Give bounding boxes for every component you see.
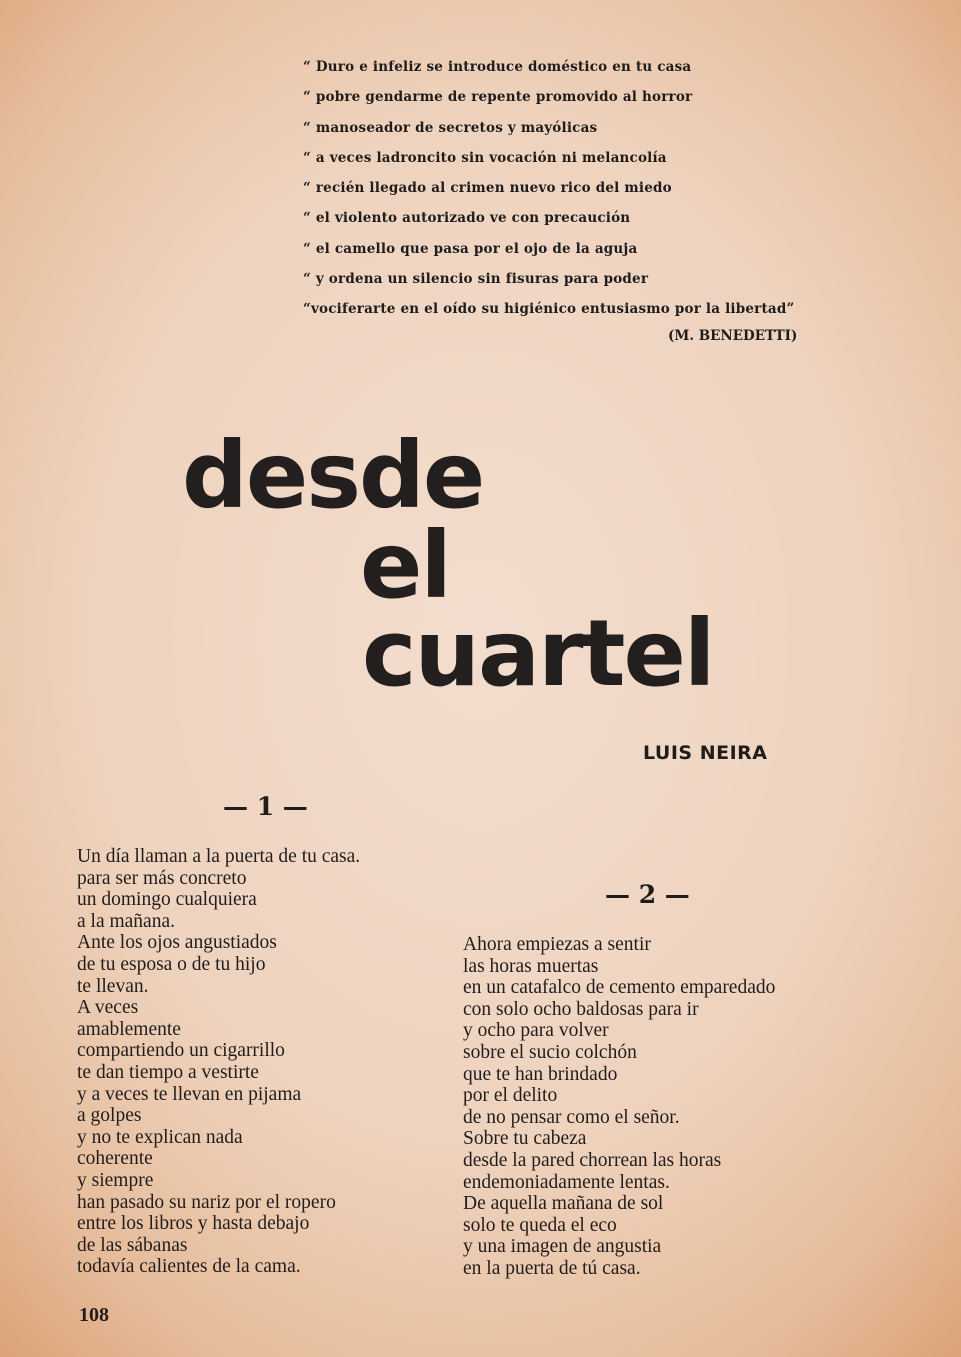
poem-line: amablemente <box>77 1018 181 1040</box>
poem-line: las horas muertas <box>463 955 599 977</box>
poem-line: y a veces te llevan en pijama <box>77 1083 302 1105</box>
poem-line: con solo ocho baldosas para ir <box>463 998 699 1020</box>
epigraph-line: “ recién llegado al crimen nuevo rico del miedo <box>303 180 672 197</box>
poem-line: te llevan. <box>77 975 149 997</box>
poem-line: De aquella mañana de sol <box>463 1193 664 1215</box>
poem-line: de no pensar como el señor. <box>463 1106 680 1128</box>
epigraph-line: “ y ordena un silencio sin fisuras para poder <box>303 271 649 288</box>
epigraph-line: “ a veces ladroncito sin vocación ni melancolía <box>303 149 667 166</box>
epigraph-line: “ Duro e infeliz se introduce doméstico en tu casa <box>303 59 692 75</box>
poem-line: entre los libros y hasta debajo <box>77 1213 310 1235</box>
title-line-1: desde <box>182 422 484 529</box>
poem-line: Sobre tu cabeza <box>463 1128 587 1150</box>
poem-line: endemoniadamente lentas. <box>463 1171 670 1193</box>
section-1-number: — 1 — <box>223 792 308 821</box>
poem-line: Un día llaman a la puerta de tu casa. <box>77 846 361 867</box>
title-line-2: el <box>360 512 450 619</box>
epigraph-line: “ pobre gendarme de repente promovido al horror <box>303 89 693 106</box>
poem-line: y siempre <box>77 1169 154 1191</box>
epigraph-line: “ el camello que pasa por el ojo de la aguja <box>303 240 638 257</box>
poem-line: te dan tiempo a vestirte <box>77 1061 259 1083</box>
poem-line: a golpes <box>77 1105 142 1127</box>
poem-line: sobre el sucio colchón <box>463 1041 637 1063</box>
section-2-number: — 2 — <box>605 880 690 909</box>
poem-line: coherente <box>77 1148 153 1170</box>
epigraph-line: “vociferarte en el oído su higiénico entusiasmo por la libertad” <box>303 301 795 318</box>
poem-line: Ante los ojos angustiados <box>77 932 277 954</box>
poem-line: de tu esposa o de tu hijo <box>77 953 266 975</box>
poem-line: han pasado su nariz por el ropero <box>77 1191 336 1213</box>
poem-line: todavía calientes de la cama. <box>77 1256 301 1278</box>
poem-line: a la mañana. <box>77 910 175 932</box>
poem-line: compartiendo un cigarrillo <box>77 1040 285 1062</box>
poem-line: que te han brindado <box>463 1063 618 1085</box>
page-number: 108 <box>79 1304 109 1326</box>
poem-line: para ser más concreto <box>77 867 247 889</box>
poem-line: en la puerta de tú casa. <box>463 1257 641 1279</box>
poem-line: y no te explican nada <box>77 1126 243 1148</box>
poem-line: desde la pared chorrean las horas <box>463 1149 722 1171</box>
poem-line: por el delito <box>463 1085 558 1107</box>
poem-author: LUIS NEIRA <box>643 742 768 764</box>
poem-line: solo te queda el eco <box>463 1214 617 1236</box>
section-2-poem <box>463 934 775 1280</box>
poem-line: un domingo cualquiera <box>77 889 257 911</box>
poem-line: de las sábanas <box>77 1234 188 1256</box>
epigraph <box>303 55 863 328</box>
section-1-poem <box>77 846 360 1278</box>
poem-line: Ahora empiezas a sentir <box>463 934 651 955</box>
epigraph-author: (M. BENEDETTI) <box>668 328 798 344</box>
poem-line: y una imagen de angustia <box>463 1236 662 1258</box>
title-line-3: cuartel <box>362 600 714 707</box>
epigraph-line: “ el violento autorizado ve con precaución <box>303 210 631 227</box>
poem-line: A veces <box>77 997 139 1019</box>
poem-line: y ocho para volver <box>463 1020 609 1042</box>
poem-line: en un catafalco de cemento emparedado <box>463 977 776 999</box>
epigraph-line: “ manoseador de secretos y mayólicas <box>303 119 598 136</box>
